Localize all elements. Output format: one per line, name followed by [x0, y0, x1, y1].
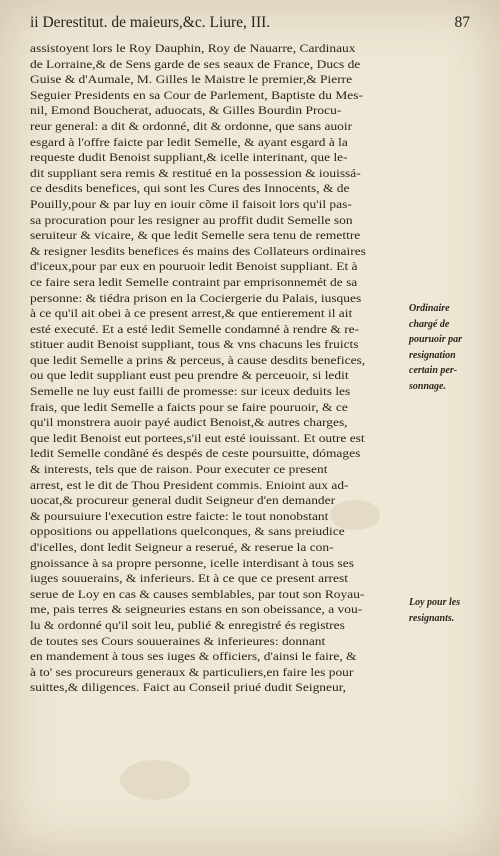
- text-line: frais, que ledit Semelle a faicts pour se faire pouruoir, & ce: [30, 399, 348, 414]
- running-head: [30, 14, 470, 36]
- text-line: d'iceux,pour par eux en pouruoir ledit Benoist suppliant. Et à: [30, 259, 358, 274]
- text-line: assistoyent lors le Roy Dauphin, Roy de Nauarre, Cardinaux: [30, 41, 356, 55]
- margin-note-line: Ordinaire: [409, 303, 450, 314]
- margin-note-ordinaire: [409, 301, 497, 394]
- text-line: requeste dudit Benoist suppliant,& icelle interinant, que le-: [30, 150, 348, 165]
- text-line: de Lorraine,& de Sens garde de ses seaux de France, Ducs de: [30, 56, 361, 71]
- text-line: ce desdits benefices, qui sont les Cures des Innocents, & de: [30, 181, 350, 196]
- text-line: gnoissance à sa propre personne, icelle interdisant à tous ses: [30, 555, 354, 570]
- margin-note-line: resignants.: [409, 612, 455, 624]
- text-line: en mandement à tous ses iuges & officiers, d'ainsi le faire, &: [30, 649, 357, 664]
- text-line: & interests, tels que de raison. Pour executer ce present: [30, 462, 328, 477]
- text-line: nil, Emond Boucherat, aduocats, & Gilles Bourdin Procu-: [30, 103, 342, 118]
- text-line: uocat,& procureur general dudit Seigneur d'en demander: [30, 493, 336, 508]
- margin-note-line: resignation: [409, 349, 456, 361]
- text-line: oppositions ou appellations quelconques, & sans preiudice: [30, 524, 345, 539]
- text-line: à to' ses procureurs generaux & particuliers,en faire les pour: [30, 664, 354, 679]
- text-line: de toutes ses Cours souueraines & inferieures: donnant: [30, 633, 326, 648]
- margin-note-line: Loy pour les: [409, 597, 461, 608]
- text-line: Semelle ne luy eust failli de promesse: sur iceux deduits les: [30, 384, 351, 399]
- margin-note-line: certain per-: [409, 365, 458, 376]
- text-line: ledit Semelle condãné és despés de ceste poursuitte, dómages: [30, 446, 361, 461]
- text-line: à ce qu'il ait obei à ce present arrest,& que entierement il ait: [30, 306, 353, 321]
- text-line: que ledit Benoist eut portees,s'il eut esté iouissant. Et outre est: [30, 430, 365, 445]
- body-text: [30, 41, 404, 696]
- text-line: que ledit Semelle a prins & perceus, à cause desdits benefices,: [30, 352, 366, 367]
- text-line: esté executé. Et a esté ledit Semelle condamné à rendre & re-: [30, 321, 360, 336]
- text-line: stituer audit Benoist suppliant, tous & vns chacuns les fruicts: [30, 337, 359, 352]
- text-line: qu'il monstrera auoir payé audict Benoist,& autres charges,: [30, 415, 348, 430]
- text-line: esgard à l'offre faicte par ledit Semelle, & ayant esgard à la: [30, 134, 348, 149]
- text-line: reur general: a dit & ordonné, dit & ordonne, que sans auoir: [30, 118, 353, 133]
- text-line: serue de Loy en cas & causes semblables, par tout son Royau-: [30, 586, 365, 601]
- margin-note-loy-pour-les-resignants: [409, 595, 497, 626]
- text-line: arrest, est le dit de Thou President commis. Enioint aux ad-: [30, 477, 349, 492]
- running-head-title: ii Derestitut. de maieurs,&c. Liure, III.: [30, 14, 271, 31]
- text-line: Guise & d'Aumale, M. Gilles le Maistre le premier,& Pierre: [30, 72, 353, 87]
- text-line: personne: & tiédra prison en la Cociergerie du Palais, iusques: [30, 290, 362, 305]
- margin-note-line: chargé de: [409, 318, 450, 330]
- margin-note-line: pouruoir par: [409, 334, 463, 345]
- text-line: me, pais terres & seigneuries estans en son obeissance, a vou-: [30, 602, 363, 617]
- text-line: lu & ordonné qu'il soit leu, publié & enregistré és registres: [30, 617, 345, 632]
- text-line: sa procuration pour les resigner au proffit dudit Semelle son: [30, 212, 353, 227]
- text-line: d'icelles, dont ledit Seigneur a reserué, & reserue la con-: [30, 540, 334, 554]
- text-line: & resigner lesdits benefices és mains des Collateurs ordinaires: [30, 243, 366, 258]
- text-line: Pouilly,pour & par luy en iouir cõme il faisoit lors qu'il pas-: [30, 196, 352, 211]
- text-line: ou que ledit suppliant eust peu prendre & perceuoir, si ledit: [30, 368, 349, 383]
- text-line: dit suppliant sera remis & restitué en la possession & iouissá-: [30, 165, 361, 180]
- paper-stain: [120, 760, 190, 800]
- text-line: Seguier Presidents en sa Cour de Parlement, Baptiste du Mes-: [30, 87, 363, 102]
- text-line: iuges souuerains, & inferieurs. Et à ce que ce present arrest: [30, 571, 348, 586]
- margin-note-line: sonnage.: [409, 380, 446, 392]
- text-line: seruiteur & vicaire, & que ledit Semelle sera tenu de remettre: [30, 228, 361, 243]
- page-number: 87: [454, 14, 470, 31]
- text-line: suittes,& diligences. Faict au Conseil priué dudit Seigneur,: [30, 680, 346, 695]
- text-line: ce faire sera ledit Semelle contraint par emprisonnemét de sa: [30, 274, 358, 289]
- text-line: & poursuiure l'execution estre faicte: le tout nonobstant: [30, 508, 329, 523]
